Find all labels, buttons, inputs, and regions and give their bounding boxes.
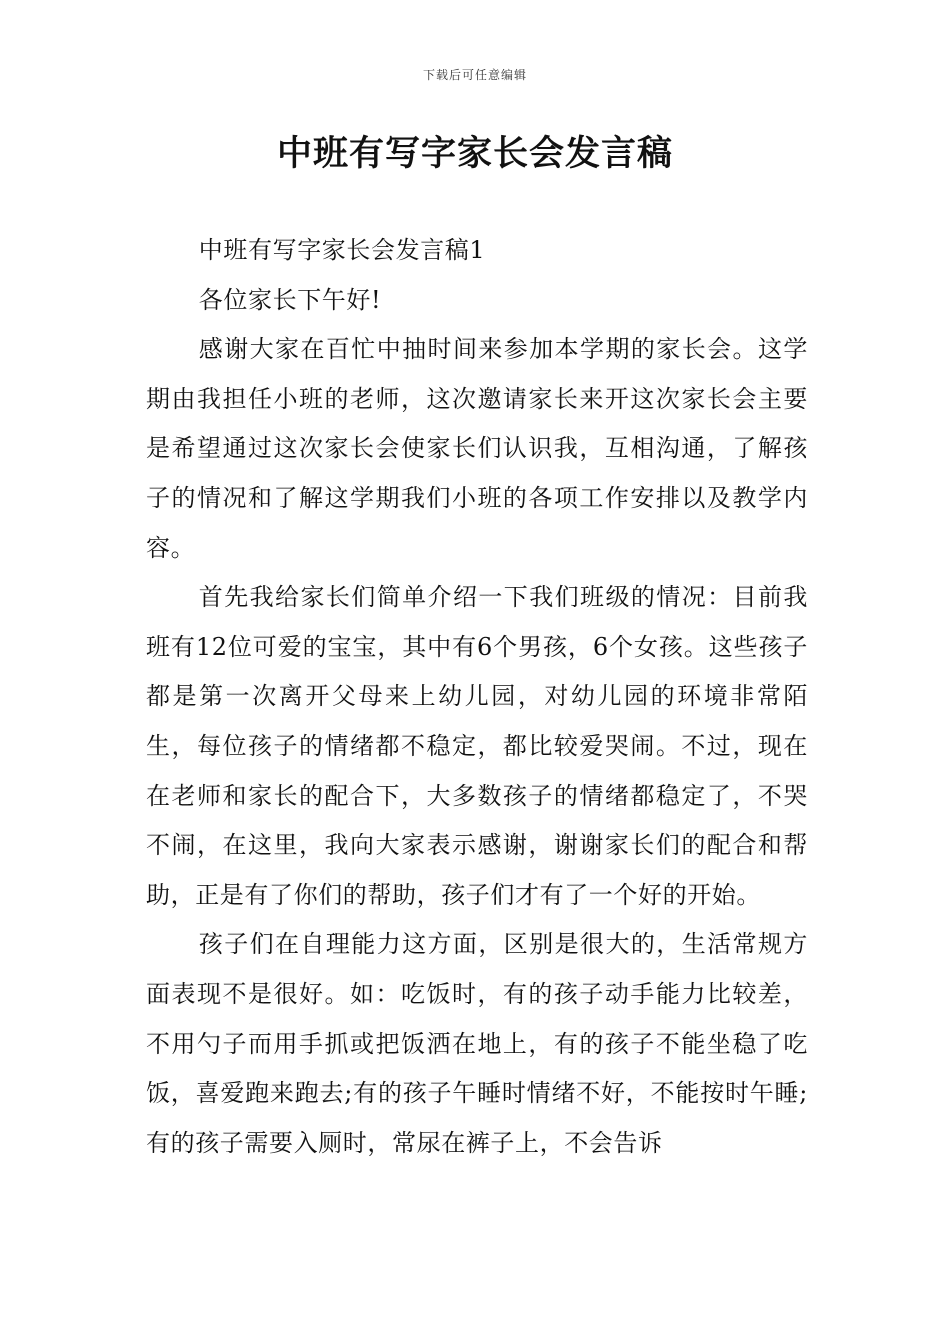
body-paragraph: 首先我给家长们简单介绍一下我们班级的情况：目前我班有12位可爱的宝宝，其中有6个男孩，6个女孩。这些孩子都是第一次离开父母来上幼儿园，对幼儿园的环境非常陌生，每位孩子的情绪都不稳定，都比较爱哭闹。不过，现在在老师和家长的配合下，大多数孩子的情绪都稳定了，不哭不闹，在这里，我向大家表示感谢，谢谢家长们的配合和帮助，正是有了你们的帮助，孩子们才有了一个好的开始。 <box>146 583 808 909</box>
body-paragraph: 感谢大家在百忙中抽时间来参加本学期的家长会。这学期由我担任小班的老师，这次邀请家长来开这次家长会主要是希望通过这次家长会使家长们认识我，互相沟通，了解孩子的情况和了解这学期我们小班的各项工作安排以及教学内容。 <box>146 335 808 562</box>
document-body <box>146 226 808 1168</box>
body-paragraph: 孩子们在自理能力这方面，区别是很大的，生活常规方面表现不是很好。如：吃饭时，有的孩子动手能力比较差，不用勺子而用手抓或把饭洒在地上，有的孩子不能坐稳了吃饭，喜爱跑来跑去;有的孩子午睡时情绪不好，不能按时午睡;有的孩子需要入厕时，常尿在裤子上，不会告诉 <box>146 930 808 1157</box>
document-title: 中班有写字家长会发言稿 <box>276 134 673 174</box>
greeting-paragraph: 各位家长下午好! <box>198 285 382 314</box>
header-note: 下载后可任意编辑 <box>422 68 527 82</box>
subtitle-paragraph: 中班有写字家长会发言稿1 <box>198 236 486 264</box>
